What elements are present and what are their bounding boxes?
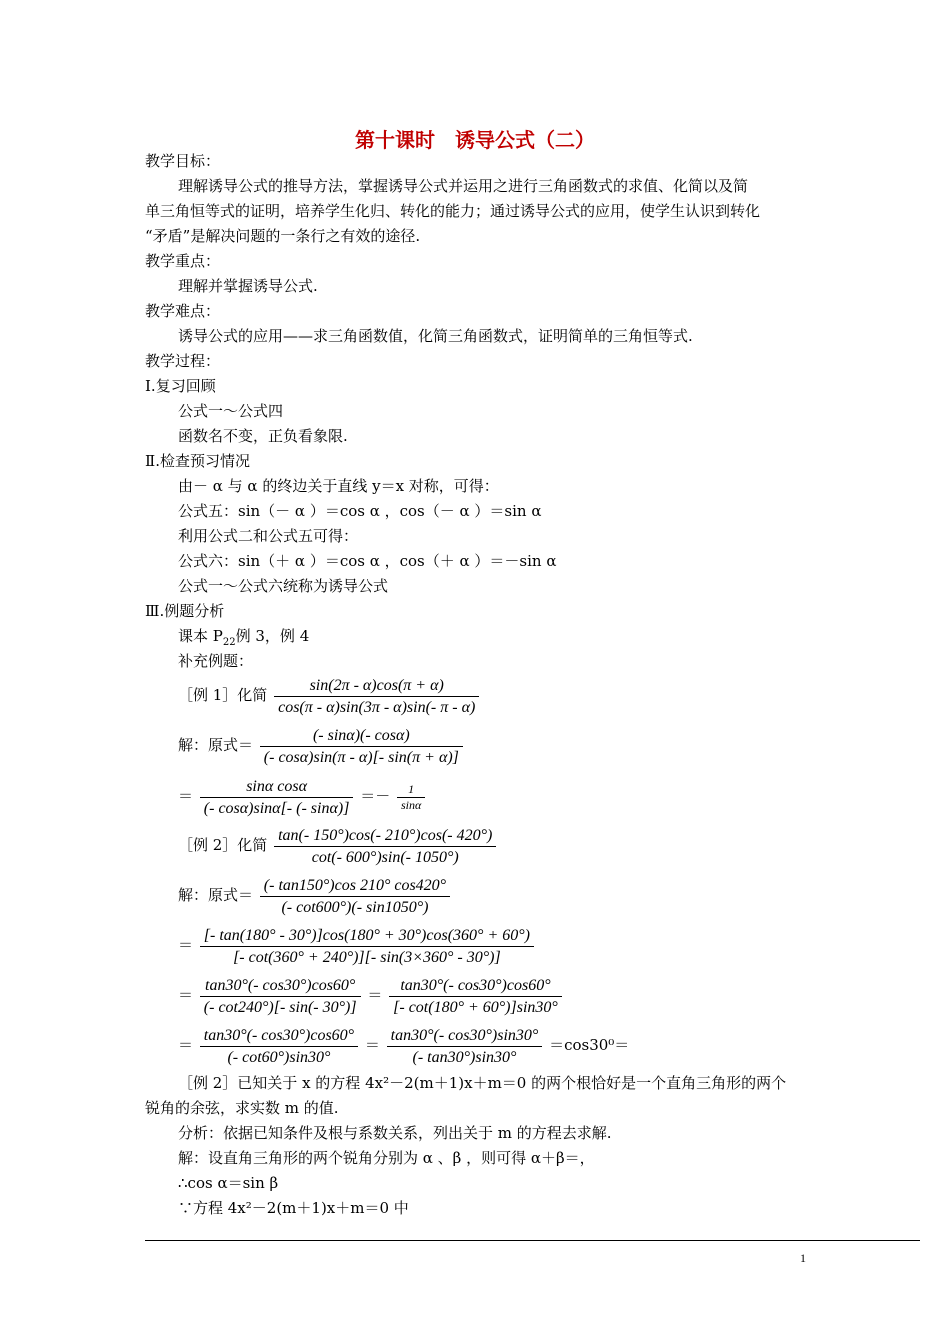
page-title: 第十课时 诱导公式（二） <box>355 128 595 152</box>
process-heading: 教学过程： <box>145 352 221 370</box>
example-1-step-2-denominator: (- cosα)sinα[- (- sinα)] <box>203 799 350 817</box>
example-2-step-3b-denominator: [- cot(180° + 60°)]sin30° <box>393 998 558 1016</box>
equals-sign-3: ＝ <box>178 986 194 1004</box>
example-3-paragraph-2: 锐角的余弦，求实数 m 的值. <box>145 1099 339 1117</box>
example-1-step-1-denominator: (- cosα)sin(π - α)[- sin(π + α)] <box>263 748 459 766</box>
key-paragraph: 理解并掌握诱导公式. <box>178 277 318 295</box>
example-2-step-1-fraction <box>260 875 450 918</box>
example-2-step-4a-denominator: (- cot60°)sin30° <box>227 1048 331 1066</box>
textbook-reference-prefix: 课本 P <box>178 627 223 645</box>
section-2-heading: Ⅱ.检查预习情况 <box>145 452 250 470</box>
example-1-step-2-fraction <box>200 776 354 819</box>
section-2-derive: 利用公式二和公式五可得： <box>178 527 359 545</box>
example-1-fraction <box>274 675 479 718</box>
example-3-line-1: ∴cos α＝sin β <box>178 1174 279 1192</box>
example-3-paragraph-1: ［例 2］已知关于 x 的方程 4x²－2(m＋1)x＋m＝0 的两个根恰好是一个直角三角形的两个 <box>178 1074 787 1092</box>
key-heading: 教学重点： <box>145 252 221 270</box>
supplement-heading: 补充例题： <box>178 652 254 670</box>
example-3-solution: 解：设直角三角形的两个锐角分别为 α 、β ，则可得 α＋β＝， <box>178 1149 595 1167</box>
equals-sign-5: ＝ <box>178 1036 194 1054</box>
goal-heading: 教学目标： <box>145 152 221 170</box>
solution-label-2: 解：原式＝ <box>178 886 254 904</box>
example-1-step-1 <box>178 722 465 768</box>
example-1-result-fraction <box>397 782 425 813</box>
textbook-page-subscript: 22 <box>222 637 236 648</box>
example-2 <box>178 822 498 868</box>
example-2-result: ＝cos30⁰＝ <box>549 1036 630 1054</box>
section-1-rule: 函数名不变，正负看象限. <box>178 427 348 445</box>
formula-five: 公式五：sin（－ α ）＝cos α ，cos（－ α ）＝sin α <box>178 502 542 520</box>
example-2-step-1-numerator: (- tan150°)cos 210° cos420° <box>260 875 450 897</box>
equals-sign-6: ＝ <box>364 1036 380 1054</box>
section-3-heading: Ⅲ.例题分析 <box>145 602 225 620</box>
section-1-formulas: 公式一～公式四 <box>178 402 284 420</box>
example-1-step-1-fraction <box>260 725 463 768</box>
goal-paragraph-3: “矛盾”是解决问题的一条行之有效的途径. <box>145 227 421 245</box>
equals-sign-4: ＝ <box>367 986 383 1004</box>
example-1-step-2-numerator: sinα cosα <box>200 776 354 798</box>
example-2-step-4 <box>178 1022 629 1068</box>
example-2-step-2 <box>178 922 536 968</box>
example-2-step-3b-fraction <box>389 975 562 1018</box>
example-2-step-4b-denominator: (- tan30°)sin30° <box>412 1048 517 1066</box>
formula-six: 公式六：sin（＋ α ）＝cos α ，cos（＋ α ）＝－sin α <box>178 552 557 570</box>
page-number: 1 <box>800 1251 806 1265</box>
footer-divider <box>145 1240 920 1241</box>
section-2-symmetry: 由－ α 与 α 的终边关于直线 y＝x 对称，可得： <box>178 477 499 495</box>
example-1-result-sign: ＝－ <box>360 787 391 805</box>
example-2-numerator: tan(- 150°)cos(- 210°)cos(- 420°) <box>274 825 496 847</box>
example-1-result-denominator: sinα <box>401 797 422 812</box>
example-2-step-3a-denominator: (- cot240°)[- sin(- 30°)] <box>203 998 357 1016</box>
example-2-step-4a-numerator: tan30°(- cos30°)cos60° <box>200 1025 358 1047</box>
solution-label: 解：原式＝ <box>178 736 254 754</box>
example-1-numerator: sin(2π - α)cos(π + α) <box>274 675 479 697</box>
goal-paragraph-1: 理解诱导公式的推导方法，掌握诱导公式并运用之进行三角函数式的求值、化简以及简 <box>178 177 749 195</box>
example-2-step-2-denominator: [- cot(360° + 240°)][- sin(3×360° - 30°)] <box>233 948 501 966</box>
section-1-heading: Ⅰ.复习回顾 <box>145 377 216 395</box>
difficulty-heading: 教学难点： <box>145 302 221 320</box>
example-2-step-3a-fraction <box>200 975 361 1018</box>
example-1-label: ［例 1］化简 <box>178 686 268 704</box>
example-2-step-3 <box>178 972 564 1018</box>
example-1-denominator: cos(π - α)sin(3π - α)sin(- π - α) <box>278 698 476 716</box>
example-2-label: ［例 2］化简 <box>178 836 268 854</box>
example-2-denominator: cot(- 600°)sin(- 1050°) <box>311 848 459 866</box>
example-2-step-1 <box>178 872 452 918</box>
equals-sign-2: ＝ <box>178 936 194 954</box>
example-2-step-2-fraction <box>200 925 534 968</box>
example-1-result-numerator: 1 <box>397 782 425 798</box>
example-2-fraction <box>274 825 496 868</box>
example-2-step-4b-fraction <box>387 1025 543 1068</box>
example-2-step-1-denominator: (- cot600°)(- sin1050°) <box>281 898 429 916</box>
example-2-step-2-numerator: [- tan(180° - 30°)]cos(180° + 30°)cos(360° + 60°) <box>200 925 534 947</box>
example-1-step-1-numerator: (- sinα)(- cosα) <box>260 725 463 747</box>
example-3-analysis: 分析：依据已知条件及根与系数关系，列出关于 m 的方程去求解. <box>178 1124 612 1142</box>
example-2-step-4a-fraction <box>200 1025 358 1068</box>
example-3-line-2: ∵方程 4x²－2(m＋1)x＋m＝0 中 <box>178 1199 409 1217</box>
goal-paragraph-2: 单三角恒等式的证明，培养学生化归、转化的能力；通过诱导公式的应用，使学生认识到转化 <box>145 202 761 220</box>
textbook-reference <box>178 626 309 653</box>
example-2-step-3a-numerator: tan30°(- cos30°)cos60° <box>200 975 361 997</box>
example-1-step-2 <box>178 773 427 819</box>
difficulty-paragraph: 诱导公式的应用——求三角函数值，化简三角函数式，证明简单的三角恒等式. <box>178 327 693 345</box>
equals-sign: ＝ <box>178 787 194 805</box>
section-2-summary: 公式一～公式六统称为诱导公式 <box>178 577 389 595</box>
example-1 <box>178 672 481 718</box>
example-2-step-4b-numerator: tan30°(- cos30°)sin30° <box>387 1025 543 1047</box>
example-2-step-3b-numerator: tan30°(- cos30°)cos60° <box>389 975 562 997</box>
textbook-reference-suffix: 例 3，例 4 <box>235 627 310 645</box>
